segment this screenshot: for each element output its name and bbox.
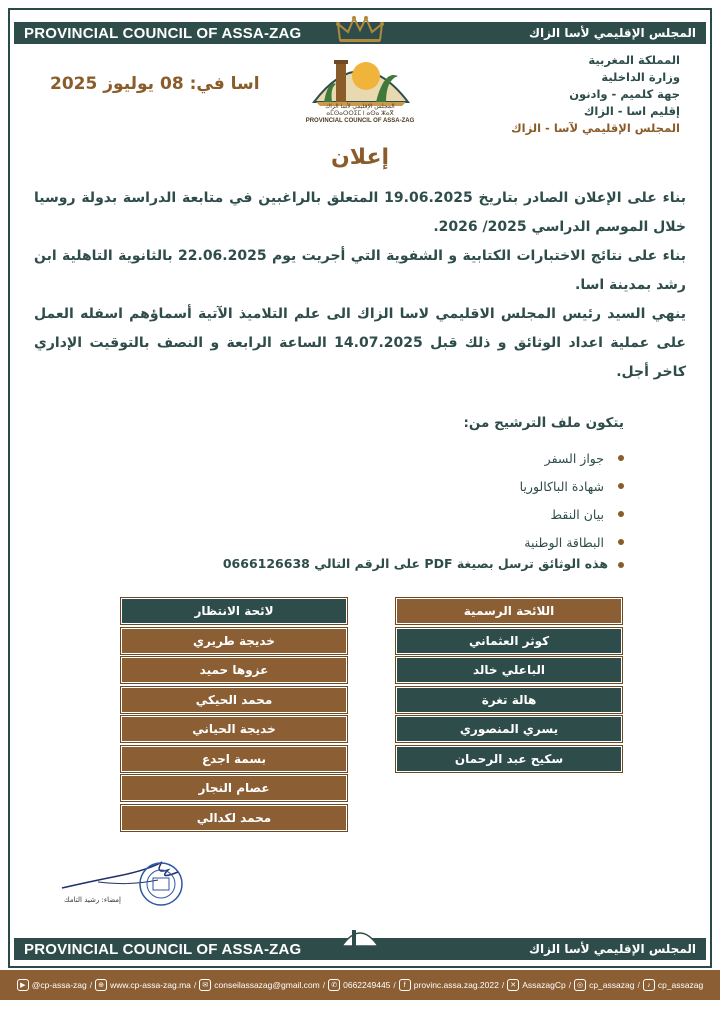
bullet-icon	[618, 511, 624, 517]
authority-line: المملكة المغربية	[588, 53, 680, 67]
table-row: عصام النجار	[121, 775, 347, 801]
youtube-icon: ▶	[17, 979, 29, 991]
document-item: شهادة الباكالوريا	[519, 478, 604, 494]
authority-line: إقليم اسا - الزاك	[583, 104, 680, 118]
separator: /	[501, 980, 505, 990]
banner-arabic-name: المجلس الإقليمي لأسا الزاك	[528, 942, 696, 956]
facebook-link[interactable]	[399, 979, 499, 991]
table-row: يسري المنصوري	[396, 716, 622, 742]
banner-english-name: PROVINCIAL COUNCIL OF ASSA-ZAG	[24, 940, 302, 958]
x-icon: ✕	[507, 979, 519, 991]
email-link[interactable]	[199, 979, 319, 991]
separator: /	[568, 980, 572, 990]
separator: /	[637, 980, 640, 990]
authority-line: المجلس الإقليمي لآسا - الزاك	[511, 121, 680, 135]
facebook-icon: f	[399, 979, 411, 991]
announcement-body	[34, 184, 686, 387]
candidacy-file-title: يتكون ملف الترشيح من:	[463, 415, 624, 431]
separator: /	[193, 980, 197, 990]
emblem-caption	[300, 104, 420, 125]
document-item: البطاقة الوطنية	[524, 534, 604, 550]
emblem-caption-english: PROVINCIAL COUNCIL OF ASSA-ZAG	[305, 118, 415, 124]
banner-arabic-name: المجلس الإقليمي لأسا الزاك	[528, 26, 696, 40]
issuing-authority-block	[511, 52, 680, 137]
tiktok-handle: cp_assazag	[657, 980, 704, 990]
table-row: سكيح عبد الرحمان	[396, 746, 622, 772]
required-documents-list	[520, 444, 624, 556]
table-row: الباعلي خالد	[396, 657, 622, 683]
submission-note	[223, 556, 624, 571]
table-row: خديجة الحياني	[121, 716, 347, 742]
list-item	[520, 444, 624, 472]
email-icon: ✉	[199, 979, 211, 991]
waiting-list-header: لائحة الانتظار	[121, 598, 347, 624]
table-row: كوثر العثماني	[396, 628, 622, 654]
waiting-list-table	[121, 598, 347, 834]
separator: /	[89, 980, 93, 990]
website-link[interactable]	[95, 979, 191, 991]
table-row: خديجة طريري	[121, 628, 347, 654]
email-address: conseilassazag@gmail.com	[214, 980, 320, 990]
emblem-caption-arabic: المجلس الإقليمي لأسا الزاك	[325, 104, 395, 110]
whatsapp-icon: ✆	[328, 979, 340, 991]
whatsapp-link[interactable]	[328, 979, 390, 991]
bullet-icon	[618, 483, 624, 489]
x-link[interactable]	[507, 979, 565, 991]
submission-note-text: هذه الوثائق ترسل بصيغة PDF على الرقم التالي 0666126638	[222, 556, 608, 571]
paragraph: ينهي السيد رئيس المجلس الاقليمي لاسا الزاك الى علم التلاميذ الآتية أسماؤهم اسفله العمل على عملية اعداد الوثائق و ذلك قبل 14.07.2025 الساعة الرابعة و النصف بالتوقيت الإداري كاخر أجل.	[34, 306, 686, 380]
document-item: بيان النقط	[550, 506, 604, 522]
table-row: بسمة اجدع	[121, 746, 347, 772]
whatsapp-number: 0662249445	[343, 980, 391, 990]
document-item: جواز السفر	[544, 450, 604, 466]
bullet-icon	[618, 455, 624, 461]
signatory-label: إمضاء: رشيد التامك	[64, 896, 122, 904]
youtube-link[interactable]	[17, 979, 87, 991]
table-row: محمد الحيكي	[121, 687, 347, 713]
paragraph: بناء على نتائج الاختبارات الكتابية و الشفوية التي أجريت يوم 22.06.2025 بالثانوية التاهلية ابن رشد بمدينة اسا.	[34, 248, 686, 293]
x-handle: AssazagCp	[522, 980, 566, 990]
banner-english-name: PROVINCIAL COUNCIL OF ASSA-ZAG	[24, 24, 302, 42]
official-list-header: اللائحة الرسمية	[396, 598, 622, 624]
tiktok-link[interactable]	[643, 979, 703, 991]
bullet-icon	[618, 562, 624, 568]
table-row: محمد لكدالي	[121, 805, 347, 831]
document-title: إعلان	[330, 145, 390, 170]
authority-line: جهة كلميم - وادنون	[569, 87, 680, 101]
list-item	[520, 528, 624, 556]
separator: /	[393, 980, 396, 990]
table-row: عزوها حميد	[121, 657, 347, 683]
instagram-link[interactable]	[574, 979, 634, 991]
tiktok-icon: ♪	[643, 979, 655, 991]
bullet-icon	[618, 539, 624, 545]
footer-emblem-logo	[338, 918, 382, 954]
authority-line: وزارة الداخلية	[601, 70, 680, 84]
instagram-icon: ◎	[574, 979, 586, 991]
document-date: اسا في: 08 يوليوز 2025	[50, 74, 260, 94]
list-item	[520, 472, 624, 500]
official-list-table	[396, 598, 622, 775]
emblem-caption-tifinagh: ⴰⵎⵙⴰⵔⵔⵉⵎ ⵏ ⴰⵙⴰ ⵣⴰⴳ	[326, 111, 394, 117]
paragraph: بناء على الإعلان الصادر بتاريخ 19.06.2025 المتعلق بالراغبين في متابعة الدراسة بدولة روسيا خلال الموسم الدراسي 2025/ 2026.	[34, 190, 686, 235]
website-url: www.cp-assa-zag.ma	[110, 980, 191, 990]
web-icon: ⊕	[95, 979, 107, 991]
table-row: هالة تغرة	[396, 687, 622, 713]
separator: /	[322, 980, 326, 990]
youtube-handle: @cp-assa-zag	[31, 980, 87, 990]
official-stamp	[133, 860, 189, 908]
list-item	[520, 500, 624, 528]
contact-footer	[0, 970, 720, 1000]
facebook-handle: provinc.assa.zag.2022	[413, 980, 499, 990]
instagram-handle: cp_assazag	[589, 980, 635, 990]
